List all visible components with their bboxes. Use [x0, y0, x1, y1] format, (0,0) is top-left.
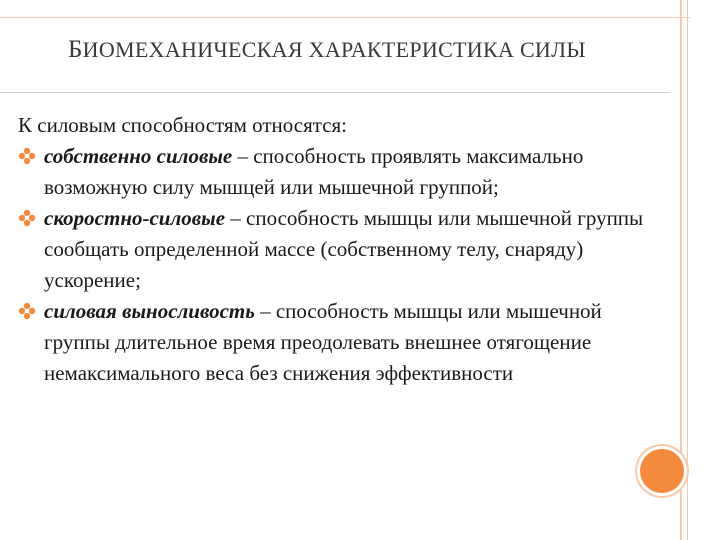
- frame-line-right-inner: [687, 0, 688, 540]
- item-term: силовая выносливость: [44, 299, 255, 323]
- list-item: [18, 203, 658, 296]
- slide-title: [68, 36, 586, 64]
- flower-bullet-icon: [18, 206, 36, 230]
- item-text: – способность проявлять максимально возможную силу мышцей или мышечной группой;: [44, 144, 584, 199]
- orange-circle-icon: [640, 449, 684, 493]
- list-item: [18, 141, 658, 203]
- title-divider: [0, 92, 670, 93]
- flower-bullet-icon: [18, 299, 36, 323]
- frame-line-top: [0, 17, 690, 18]
- slide-body: [18, 110, 658, 389]
- list-item: [18, 296, 658, 389]
- slide-title-first-letter: Б: [68, 36, 83, 63]
- flower-bullet-icon: [18, 144, 36, 168]
- intro-text: К силовым способностям относятся:: [18, 113, 348, 137]
- slide-title-rest: ИОМЕХАНИЧЕСКАЯ ХАРАКТЕРИСТИКА СИЛЫ: [82, 37, 586, 62]
- item-term: скоростно-силовые: [44, 206, 226, 230]
- bullet-list: [18, 141, 658, 389]
- item-text: – способность мышцы или мышечной группы сообщать определенной массе (собственному телу, снаряду) ускорение;: [44, 206, 644, 292]
- item-text: – способность мышцы или мышечной группы длительное время преодолевать внешнее отягощение немаксимального веса без снижения эффективности: [44, 299, 602, 385]
- item-term: собственно силовые: [44, 144, 233, 168]
